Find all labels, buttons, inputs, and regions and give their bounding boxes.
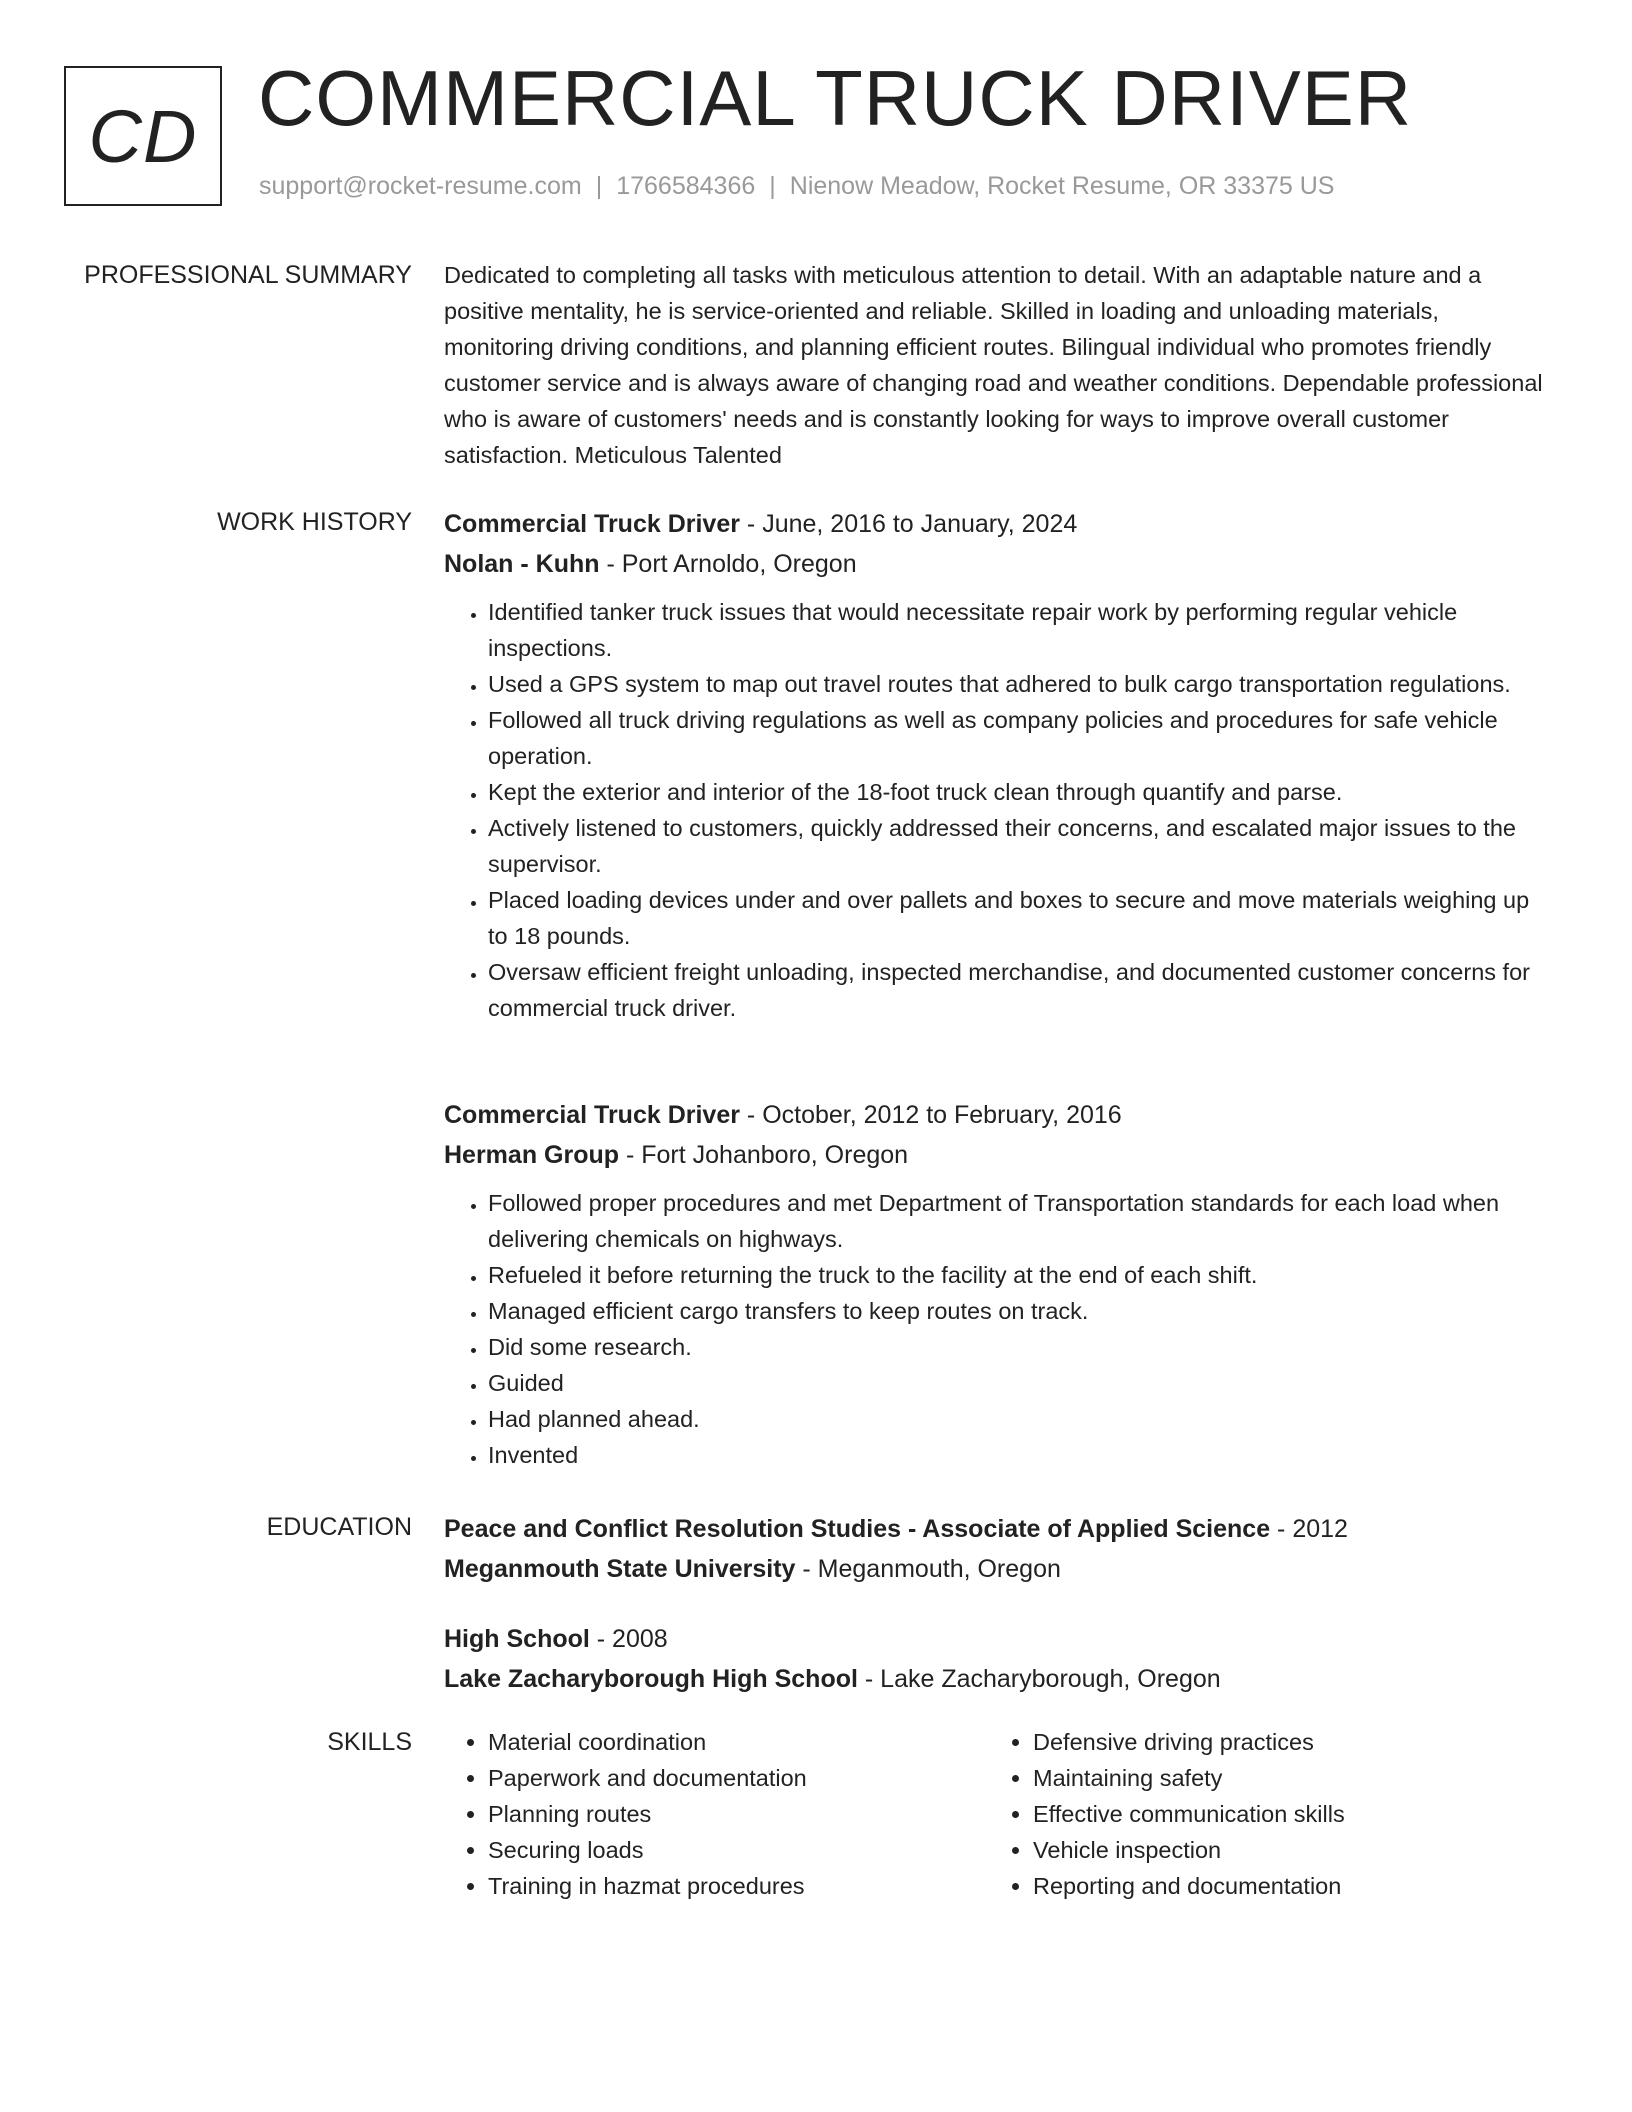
list-item: • Followed proper procedures and met Department of Transportation standards for each load when delivering chemicals on highways. [488, 1185, 1554, 1257]
skill-item: • Training in hazmat procedures [488, 1868, 989, 1904]
list-item: • Followed all truck driving regulations as well as company policies and procedures for safe vehicle operation. [488, 702, 1554, 774]
school: Meganmouth State University [444, 1555, 796, 1583]
job-title-line [444, 504, 1554, 544]
resume-title: COMMERCIAL TRUCK DRIVER [258, 54, 1413, 142]
contact-phone: 1766584366 [616, 172, 756, 200]
job-location: - Fort Johanboro, Oregon [619, 1141, 909, 1169]
contact-separator: | [595, 172, 603, 200]
list-item: • Placed loading devices under and over pallets and boxes to secure and move materials weighing up to 18 pounds. [488, 882, 1554, 954]
list-item: • Had planned ahead. [488, 1401, 1554, 1437]
skill-item: • Planning routes [488, 1796, 989, 1832]
degree-line [444, 1619, 1554, 1659]
list-item: • Did some research. [488, 1329, 1554, 1365]
job-entry [444, 504, 1554, 1026]
monogram-initials: CD [88, 94, 198, 178]
skill-item: • Reporting and documentation [1033, 1868, 1534, 1904]
list-item: • Used a GPS system to map out travel routes that adhered to bulk cargo transportation regulations. [488, 666, 1554, 702]
skill-item: • Vehicle inspection [1033, 1832, 1534, 1868]
school-location: - Lake Zacharyborough, Oregon [857, 1665, 1221, 1693]
education-heading: EDUCATION [266, 1513, 412, 1541]
education-entry [444, 1509, 1554, 1589]
summary-heading: PROFESSIONAL SUMMARY [84, 261, 412, 289]
list-item: • Oversaw efficient freight unloading, inspected merchandise, and documented customer concerns for commercial truck driver. [488, 954, 1554, 1026]
skills-column-left [444, 1724, 989, 1904]
school-line [444, 1549, 1554, 1589]
skill-item: • Effective communication skills [1033, 1796, 1534, 1832]
skill-item: • Maintaining safety [1033, 1760, 1534, 1796]
list-item: • Actively listened to customers, quickly addressed their concerns, and escalated major issues to the supervisor. [488, 810, 1554, 882]
degree: Peace and Conflict Resolution Studies - Associate of Applied Science [444, 1515, 1271, 1543]
skill-item: • Paperwork and documentation [488, 1760, 989, 1796]
list-item: • Identified tanker truck issues that would necessitate repair work by performing regular vehicle inspections. [488, 594, 1554, 666]
job-bullets [444, 1185, 1554, 1473]
job-title: Commercial Truck Driver [444, 1101, 740, 1129]
contact-line [259, 172, 1334, 201]
summary-text: Dedicated to completing all tasks with meticulous attention to detail. With an adaptable nature and a positive mentality, he is service-oriented and reliable. Skilled in loading and unloading materials, monitoring driving conditions, and planning efficient routes. Bilingual individual who promotes friendly customer service and is always aware of changing road and weather conditions. Dependable professional who is aware of customers' needs and is constantly looking for ways to improve overall customer satisfaction. Meticulous Talented [444, 262, 1543, 468]
skill-item: • Material coordination [488, 1724, 989, 1760]
job-dates: - October, 2012 to February, 2016 [739, 1101, 1122, 1129]
job-dates: - June, 2016 to January, 2024 [739, 510, 1078, 538]
monogram [64, 66, 222, 206]
list-item: • Managed efficient cargo transfers to keep routes on track. [488, 1293, 1554, 1329]
skills-columns [444, 1724, 1554, 1904]
work-history-heading: WORK HISTORY [217, 508, 412, 536]
contact-email: support@rocket-resume.com [259, 172, 582, 200]
skills-heading: SKILLS [327, 1728, 412, 1756]
skill-item: • Securing loads [488, 1832, 989, 1868]
job-title: Commercial Truck Driver [444, 510, 740, 538]
job-company: Herman Group [444, 1141, 620, 1169]
job-company: Nolan - Kuhn [444, 550, 600, 578]
education-entry [444, 1619, 1554, 1699]
skills-column-right [989, 1724, 1534, 1904]
job-location: - Port Arnoldo, Oregon [599, 550, 857, 578]
contact-address: Nienow Meadow, Rocket Resume, OR 33375 US [789, 172, 1335, 200]
list-item: • Kept the exterior and interior of the 18-foot truck clean through quantify and parse. [488, 774, 1554, 810]
degree: High School [444, 1625, 590, 1653]
school: Lake Zacharyborough High School [444, 1665, 858, 1693]
list-item: • Guided [488, 1365, 1554, 1401]
job-bullets [444, 594, 1554, 1026]
job-company-line [444, 544, 1554, 584]
skill-item: • Defensive driving practices [1033, 1724, 1534, 1760]
job-entry [444, 1095, 1554, 1473]
contact-separator: | [769, 172, 776, 200]
degree-line [444, 1509, 1554, 1549]
school-line [444, 1659, 1554, 1699]
job-company-line [444, 1135, 1554, 1175]
degree-year: - 2012 [1270, 1515, 1348, 1543]
list-item: • Refueled it before returning the truck to the facility at the end of each shift. [488, 1257, 1554, 1293]
degree-year: - 2008 [589, 1625, 668, 1653]
school-location: - Meganmouth, Oregon [795, 1555, 1061, 1583]
job-title-line [444, 1095, 1554, 1135]
list-item: • Invented [488, 1437, 1554, 1473]
